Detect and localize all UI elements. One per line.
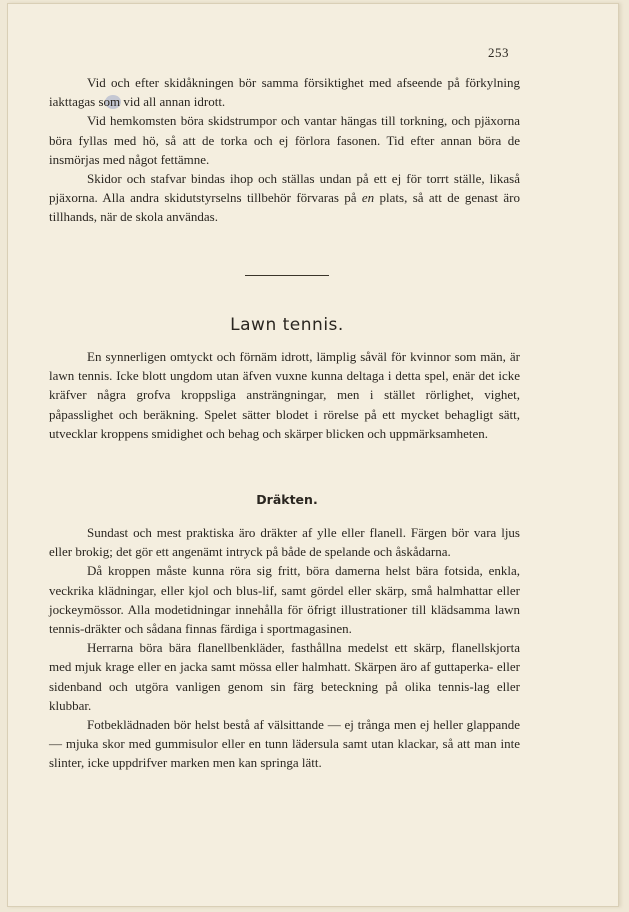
paragraph: Vid hemkomsten böra skidstrumpor och vantar hängas till torkning, och pjäxorna böra fyllas med hö, så att de torka och ej förlora fasonen. Tid efter annan böra de insmörjas med något fettämne.	[49, 113, 520, 167]
paragraph: Då kroppen måste kunna röra sig fritt, böra damerna helst bära fotsida, enkla, veckrika klädningar, eller kjol och blus-lif, samt gördel eller skärp, små halmhattar eller jockeymössor. Alla modetidningar innehålla för öfrigt illustrationer till klädsamma lawn tennis-dräkter och sådana finnas färdiga i sportmagasinen.	[49, 563, 520, 637]
book-page	[7, 3, 619, 907]
paragraph-text: Skidor och stafvar bindas ihop och ställas undan på ett ej för torrt ställe, likaså pjäxorna. Alla andra skidutstyrselns tillbehör förvaras på	[49, 171, 520, 206]
paragraph: Herrarna böra bära flanellbenkläder, fasthållna medelst ett skärp, flanellskjorta med mjuk krage eller en jacka samt mössa eller halmhatt. Skärpen äro af guttaperka- eller sidenband och utgöra vanligen genom sin färg beteckning på olika tennis-lag eller klubbar.	[49, 640, 520, 713]
paragraph-text: plats, så att de genast äro tillhands, när de skola användas.	[49, 190, 520, 225]
paragraph: En synnerligen omtyckt och förnäm idrott, lämplig såväl för kvinnor som män, är lawn tennis. Icke blott ungdom utan äfven vuxne kunna deltaga i detta spel, enär det icke kräfver några grofva kroppsliga ansträngningar, men i stället rörlighet, vighet, påpasslighet och beräkning. Spelet sätter blodet i rörelse på ett mycket behagligt sätt, utvecklar kroppens smidighet och behag och skärper blicken och uppmärksamheten.	[49, 349, 520, 441]
subsection-heading: Dräkten.	[256, 492, 318, 507]
paragraph: Sundast och mest praktiska äro dräkter af ylle eller flanell. Färgen bör vara ljus eller brokig; det gör ett angenämt intryck på både de spelande och åskådarna.	[49, 525, 520, 560]
section-divider	[245, 275, 329, 276]
page-number: 253	[488, 45, 509, 60]
paragraph: Vid och efter skidåkningen bör samma försiktighet med afseende på förkylning iakttagas som vid all annan idrott.	[49, 75, 520, 110]
paragraph	[49, 169, 520, 227]
paragraph: Fotbeklädnaden bör helst bestå af välsittande — ej trånga men ej heller glappande — mjuka skor med gummisulor eller en tunn lädersula samt utan klackar, så att man inte slinter, icke uppdrifver marken men kan springa lätt.	[49, 717, 520, 771]
emphasis-text: en	[361, 190, 375, 206]
section-heading: Lawn tennis.	[230, 315, 344, 335]
section-text-block	[49, 347, 520, 443]
intro-text-block	[49, 73, 520, 227]
subsection-text-block	[49, 523, 520, 773]
